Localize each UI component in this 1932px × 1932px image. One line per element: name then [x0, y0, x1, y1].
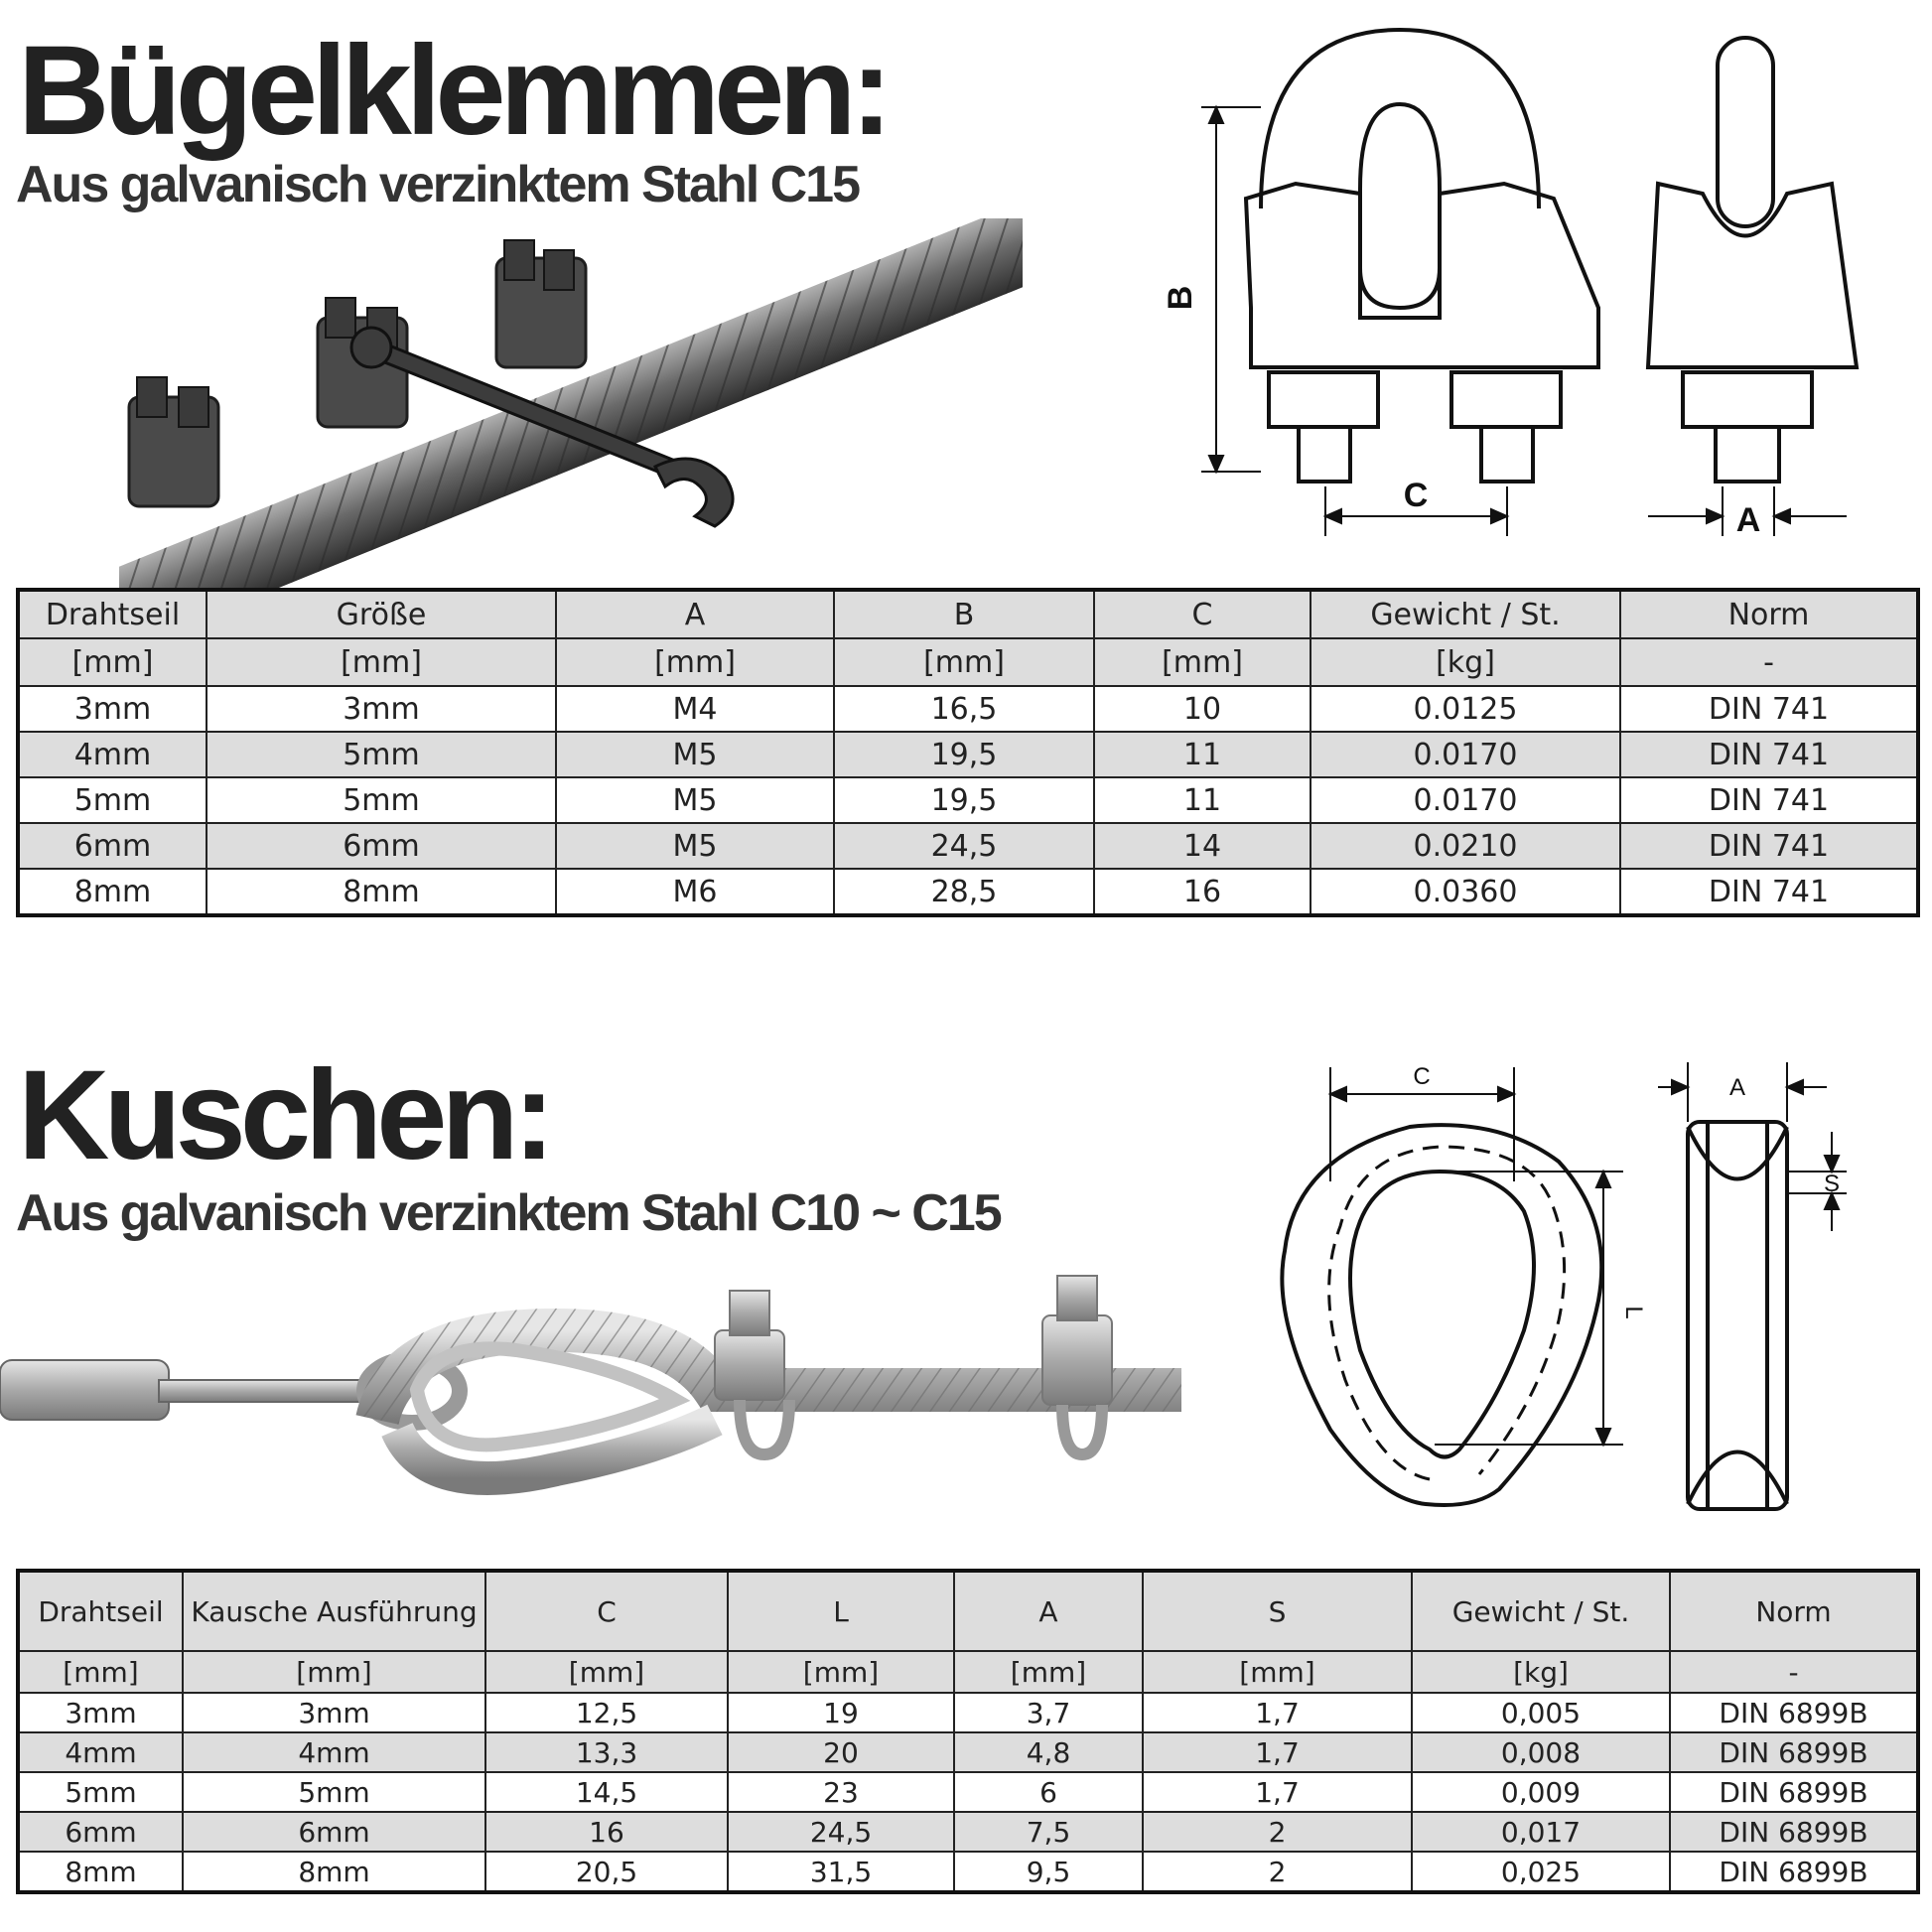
table-cell: DIN 741 [1620, 823, 1918, 869]
unit-cell: [mm] [834, 638, 1094, 686]
table-cell: 3mm [183, 1693, 485, 1732]
table-header-row [18, 590, 1918, 638]
table-cell: 3,7 [954, 1693, 1143, 1732]
table-unit-row [18, 638, 1918, 686]
table-cell: 11 [1094, 777, 1311, 823]
table-cell: 5mm [18, 777, 207, 823]
unit-cell: [mm] [556, 638, 834, 686]
table-cell: 8mm [18, 1852, 183, 1892]
table-cell: 6mm [183, 1812, 485, 1852]
table-cell: 3mm [207, 686, 556, 732]
unit-cell: [kg] [1311, 638, 1620, 686]
dim-label-a: A [1728, 1074, 1746, 1101]
table-cell: 10 [1094, 686, 1311, 732]
table-cell: DIN 6899B [1670, 1812, 1918, 1852]
clamp-spec-table [16, 588, 1920, 917]
header-cell: L [728, 1571, 954, 1651]
dim-label-a: A [1735, 501, 1761, 539]
table-cell: 16,5 [834, 686, 1094, 732]
table-cell: M5 [556, 823, 834, 869]
wire-rope-clamp-photo [119, 218, 1023, 635]
header-cell: A [954, 1571, 1143, 1651]
header-cell: Norm [1670, 1571, 1918, 1651]
table-cell: 16 [485, 1812, 728, 1852]
table-cell: 7,5 [954, 1812, 1143, 1852]
table-cell: 1,7 [1143, 1732, 1412, 1772]
table-cell: 0,009 [1412, 1772, 1670, 1812]
table-cell: 8mm [18, 869, 207, 915]
table-cell: DIN 741 [1620, 869, 1918, 915]
section1-title: Bügelklemmen: [18, 20, 888, 162]
table-cell: 0.0210 [1311, 823, 1620, 869]
table-row [18, 686, 1918, 732]
dim-label-c: C [1413, 1063, 1431, 1090]
table-cell: DIN 741 [1620, 732, 1918, 777]
table-row [18, 1852, 1918, 1892]
table-cell: DIN 741 [1620, 686, 1918, 732]
unit-cell: [mm] [728, 1651, 954, 1693]
unit-cell: [mm] [485, 1651, 728, 1693]
header-cell: Gewicht / St. [1412, 1571, 1670, 1651]
table-row [18, 1693, 1918, 1732]
table-cell: 1,7 [1143, 1693, 1412, 1732]
table-header-row [18, 1571, 1918, 1651]
unit-cell: [mm] [207, 638, 556, 686]
dim-label-c: C [1403, 477, 1429, 514]
table-cell: 3mm [18, 1693, 183, 1732]
table-cell: 1,7 [1143, 1772, 1412, 1812]
dim-label-s: S [1823, 1171, 1841, 1197]
table-cell: 11 [1094, 732, 1311, 777]
header-cell: Drahtseil [18, 1571, 183, 1651]
unit-cell: [mm] [1143, 1651, 1412, 1693]
table-row [18, 823, 1918, 869]
header-cell: Größe [207, 590, 556, 638]
table-cell: 0.0125 [1311, 686, 1620, 732]
thimble-rope-photo [0, 1271, 1181, 1509]
table-cell: 6mm [207, 823, 556, 869]
table-cell: 16 [1094, 869, 1311, 915]
section2-title: Kuschen: [18, 1044, 550, 1186]
table-cell: 5mm [207, 777, 556, 823]
table-cell: 12,5 [485, 1693, 728, 1732]
header-cell: A [556, 590, 834, 638]
table-cell: 20,5 [485, 1852, 728, 1892]
header-cell: Drahtseil [18, 590, 207, 638]
dim-label-b: B [1162, 285, 1199, 311]
table-cell: DIN 6899B [1670, 1852, 1918, 1892]
table-cell: 6mm [18, 823, 207, 869]
unit-cell: [mm] [183, 1651, 485, 1693]
table-cell: 2 [1143, 1812, 1412, 1852]
header-cell: Gewicht / St. [1311, 590, 1620, 638]
table-cell: 5mm [18, 1772, 183, 1812]
thimble-technical-drawing [1271, 1052, 1866, 1519]
dim-label-l: L [1620, 1306, 1647, 1319]
header-cell: C [1094, 590, 1311, 638]
table-row [18, 1812, 1918, 1852]
unit-cell: - [1620, 638, 1918, 686]
table-cell: 13,3 [485, 1732, 728, 1772]
table-cell: 3mm [18, 686, 207, 732]
table-cell: 24,5 [728, 1812, 954, 1852]
section1-subtitle: Aus galvanisch verzinktem Stahl C15 [16, 156, 860, 213]
table-cell: 0.0360 [1311, 869, 1620, 915]
table-row [18, 732, 1918, 777]
header-cell: S [1143, 1571, 1412, 1651]
table-cell: 5mm [183, 1772, 485, 1812]
table-cell: 19 [728, 1693, 954, 1732]
header-cell: B [834, 590, 1094, 638]
table-cell: DIN 741 [1620, 777, 1918, 823]
table-cell: 0.0170 [1311, 777, 1620, 823]
unit-cell: [mm] [1094, 638, 1311, 686]
table-cell: M6 [556, 869, 834, 915]
table-cell: 5mm [207, 732, 556, 777]
table-cell: 0,017 [1412, 1812, 1670, 1852]
header-cell: C [485, 1571, 728, 1651]
unit-cell: [mm] [954, 1651, 1143, 1693]
table-cell: 19,5 [834, 777, 1094, 823]
table-cell: 20 [728, 1732, 954, 1772]
table-cell: 0.0170 [1311, 732, 1620, 777]
table-row [18, 1732, 1918, 1772]
table-cell: 4mm [18, 732, 207, 777]
table-cell: DIN 6899B [1670, 1732, 1918, 1772]
unit-cell: [kg] [1412, 1651, 1670, 1693]
unit-cell: [mm] [18, 1651, 183, 1693]
table-cell: 4mm [18, 1732, 183, 1772]
table-cell: 6mm [18, 1812, 183, 1852]
table-cell: 4,8 [954, 1732, 1143, 1772]
table-cell: M5 [556, 777, 834, 823]
table-cell: 8mm [207, 869, 556, 915]
table-unit-row [18, 1651, 1918, 1693]
thimble-spec-table [16, 1569, 1920, 1894]
table-cell: DIN 6899B [1670, 1772, 1918, 1812]
table-cell: 6 [954, 1772, 1143, 1812]
header-cell: Kausche Ausführung [183, 1571, 485, 1651]
table-cell: 0,008 [1412, 1732, 1670, 1772]
section2-subtitle: Aus galvanisch verzinktem Stahl C10 ~ C15 [16, 1184, 1001, 1242]
table-row [18, 1772, 1918, 1812]
unit-cell: [mm] [18, 638, 207, 686]
table-cell: 24,5 [834, 823, 1094, 869]
table-cell: 0,005 [1412, 1693, 1670, 1732]
unit-cell: - [1670, 1651, 1918, 1693]
table-cell: M5 [556, 732, 834, 777]
table-cell: 14,5 [485, 1772, 728, 1812]
table-cell: 31,5 [728, 1852, 954, 1892]
table-cell: 4mm [183, 1732, 485, 1772]
table-cell: 14 [1094, 823, 1311, 869]
clamp-technical-drawing [1162, 20, 1876, 546]
table-cell: DIN 6899B [1670, 1693, 1918, 1732]
table-row [18, 869, 1918, 915]
table-cell: 23 [728, 1772, 954, 1812]
table-cell: 9,5 [954, 1852, 1143, 1892]
table-cell: 8mm [183, 1852, 485, 1892]
table-cell: 28,5 [834, 869, 1094, 915]
table-cell: M4 [556, 686, 834, 732]
table-row [18, 777, 1918, 823]
table-cell: 2 [1143, 1852, 1412, 1892]
header-cell: Norm [1620, 590, 1918, 638]
table-cell: 0,025 [1412, 1852, 1670, 1892]
table-cell: 19,5 [834, 732, 1094, 777]
